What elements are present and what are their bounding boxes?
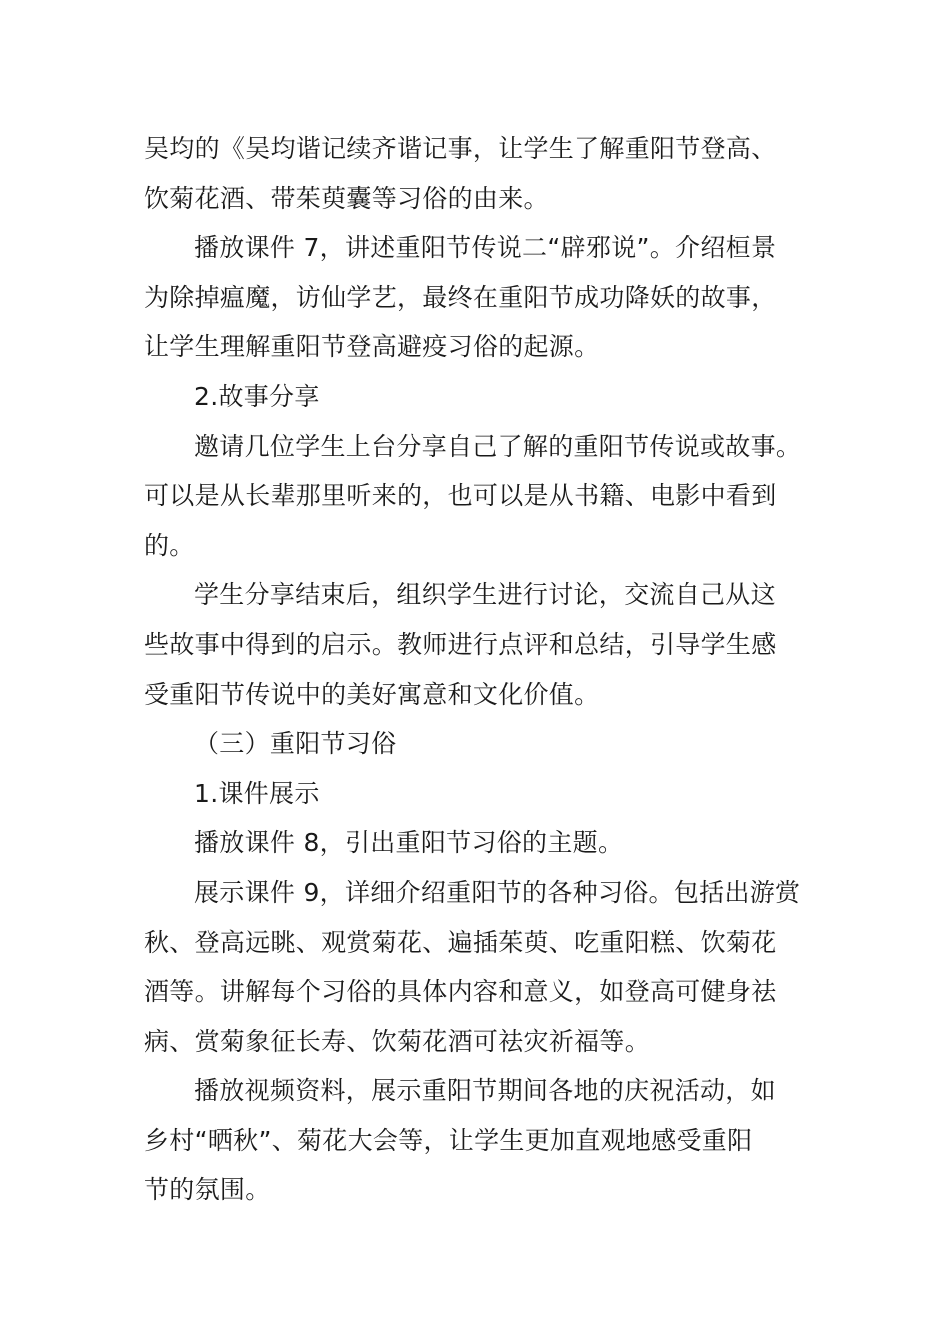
text-line: 病、赏菊象征长寿、饮菊花酒可祛灾祈福等。 [144, 1026, 651, 1056]
paragraph-7 [144, 1066, 816, 1215]
text-line: 酒等。讲解每个习俗的具体内容和意义，如登高可健身祛 [144, 977, 777, 1007]
heading-customs [144, 719, 816, 769]
paragraph-4 [144, 570, 816, 719]
text-line: 吴均的《吴均谐记续齐谐记事，让学生了解重阳节登高、 [144, 134, 777, 163]
text-line: 播放课件 7，讲述重阳节传说二“辟邪说”。介绍桓景 [194, 233, 777, 263]
text-line: 的。 [144, 530, 195, 560]
text-line: 为除掉瘟魔，访仙学艺，最终在重阳节成功降妖的故事， [144, 282, 777, 312]
text-line: 展示课件 9，详细介绍重阳节的各种习俗。包括出游赏 [194, 877, 801, 907]
text-line: 学生分享结束后，组织学生进行讨论，交流自己从这 [194, 580, 776, 610]
heading-courseware-display [144, 769, 816, 819]
text-line: 播放课件 8，引出重阳节习俗的主题。 [194, 828, 624, 858]
document-body [144, 124, 816, 1215]
text-line: 受重阳节传说中的美好寓意和文化价值。 [144, 679, 600, 709]
text-line: （三）重阳节习俗 [194, 729, 397, 759]
text-line: 播放视频资料，展示重阳节期间各地的庆祝活动，如 [194, 1076, 776, 1106]
paragraph-5 [144, 818, 816, 868]
heading-story-sharing [144, 372, 816, 422]
text-line: 可以是从长辈那里听来的，也可以是从书籍、电影中看到 [144, 481, 777, 511]
text-line: 秋、登高远眺、观赏菊花、遍插茱萸、吃重阳糕、饮菊花 [144, 927, 777, 957]
text-line: 些故事中得到的启示。教师进行点评和总结，引导学生感 [144, 629, 777, 659]
text-line: 节的氛围。 [144, 1175, 271, 1205]
paragraph-6 [144, 868, 816, 1066]
text-line: 1.课件展示 [194, 778, 320, 808]
paragraph-2 [144, 223, 816, 372]
text-line: 邀请几位学生上台分享自己了解的重阳节传说或故事。 [194, 431, 802, 461]
text-line: 乡村“晒秋”、菊花大会等，让学生更加直观地感受重阳 [144, 1125, 753, 1155]
text-line: 2.故事分享 [194, 381, 320, 411]
text-line: 饮菊花酒、带茱萸囊等习俗的由来。 [144, 183, 549, 213]
paragraph-3 [144, 422, 816, 571]
text-line: 让学生理解重阳节登高避疫习俗的起源。 [144, 332, 600, 362]
paragraph-1 [144, 124, 816, 223]
